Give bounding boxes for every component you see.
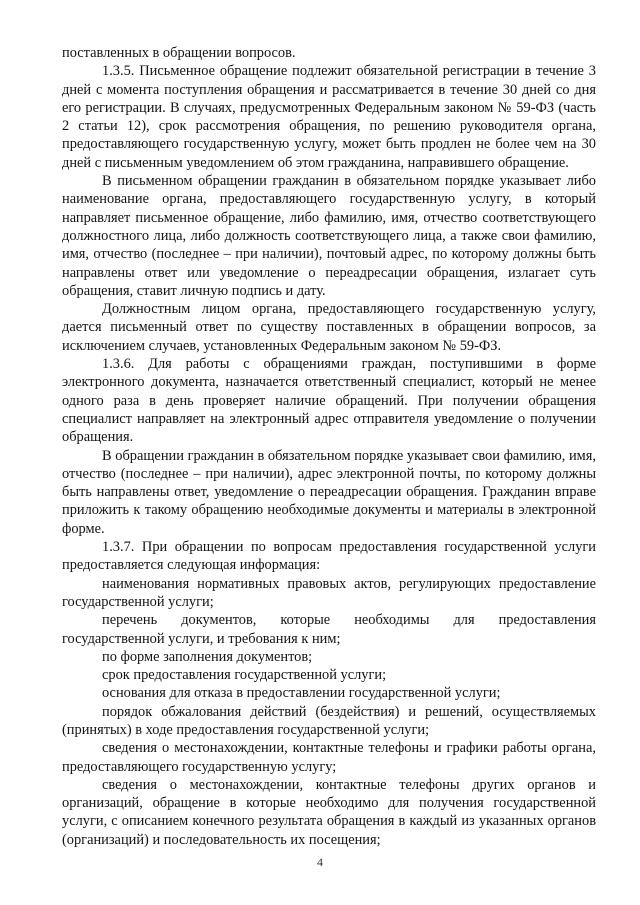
paragraph-continuation: поставленных в обращении вопросов. [62,45,296,61]
list-item-term: срок предоставления государственной услуги; [102,667,387,684]
list-item-location-contacts: сведения о местонахождении, контактные телефоны и графики работы органа, предоставляющего государственную услугу; [62,740,596,775]
list-item-documents: перечень документов, которые необходимы для предоставления государственной услуги, и требования к ним; [62,612,596,647]
list-item-refusal-grounds: основания для отказа в предоставлении государственной услуги; [102,685,501,702]
paragraph-electronic-request: В обращении гражданин в обязательном порядке указывает свои фамилию, имя, отчество (последнее – при наличии), адрес электронной почты, по которому должны быть направлены ответ, уведомление о переадресации обращения. Гражданин вправе приложить к такому обращению необходимые документы и материалы в электронной форме. [62,447,596,537]
paragraph-written-request: В письменном обращении гражданин в обязательном порядке указывает либо наименование органа, предоставляющего государственную услугу, в который направляет письменное обращение, либо фамилию, имя, отчество соответствующего должностного лица, либо должность соответствующего лица, а также свои фамилию, имя, отчество (последнее – при наличии), почтовый адрес, по которому должны быть направлены ответ или уведомление о переадресации обращения, излагает суть обращения, ставит личную подпись и дату. [62,173,596,299]
list-item-legal-acts: наименования нормативных правовых актов, регулирующих предоставление государственной услуги; [62,575,596,610]
paragraph-1-3-7: 1.3.7. При обращении по вопросам предоставления государственной услуги предоставляется следующая информация: [62,539,596,574]
paragraph-official-answer: Должностным лицом органа, предоставляющего государственную услугу, дается письменный ответ по существу поставленных в обращении вопросов, за исключением случаев, установленных Федеральным законом № 59-ФЗ. [62,301,596,354]
list-item-form-filling: по форме заполнения документов; [102,648,313,665]
page-number: 4 [317,855,323,869]
document-page [62,44,596,849]
list-item-other-organs: сведения о местонахождении, контактные телефоны других органов и организаций, обращение в которые необходимо для получения государственной услуги, с описанием конечного результата обращения в каждый из указанных органов (организаций) и последовательность их посещения; [62,776,596,848]
paragraph-1-3-5: 1.3.5. Письменное обращение подлежит обязательной регистрации в течение 3 дней с момента поступления обращения и рассматривается в течение 30 дней со дня его регистрации. В случаях, предусмотренных Федеральным законом № 59-ФЗ (часть 2 статьи 12), срок рассмотрения обращения, по решению руководителя органа, предоставляющего государственную услугу, может быть продлен не более чем на 30 дней с письменным уведомлением об этом гражданина, направившего обращение. [62,63,596,171]
list-item-appeal-procedure: порядок обжалования действий (бездействия) и решений, осуществляемых (принятых) в ходе предоставления государственной услуги; [62,703,596,738]
paragraph-1-3-6: 1.3.6. Для работы с обращениями граждан, поступившими в форме электронного документа, назначается ответственный специалист, который не менее одного раза в день проверяет наличие обращений. При получении обращения специалист направляет на электронный адрес отправителя уведомление о получении обращения. [62,356,596,446]
